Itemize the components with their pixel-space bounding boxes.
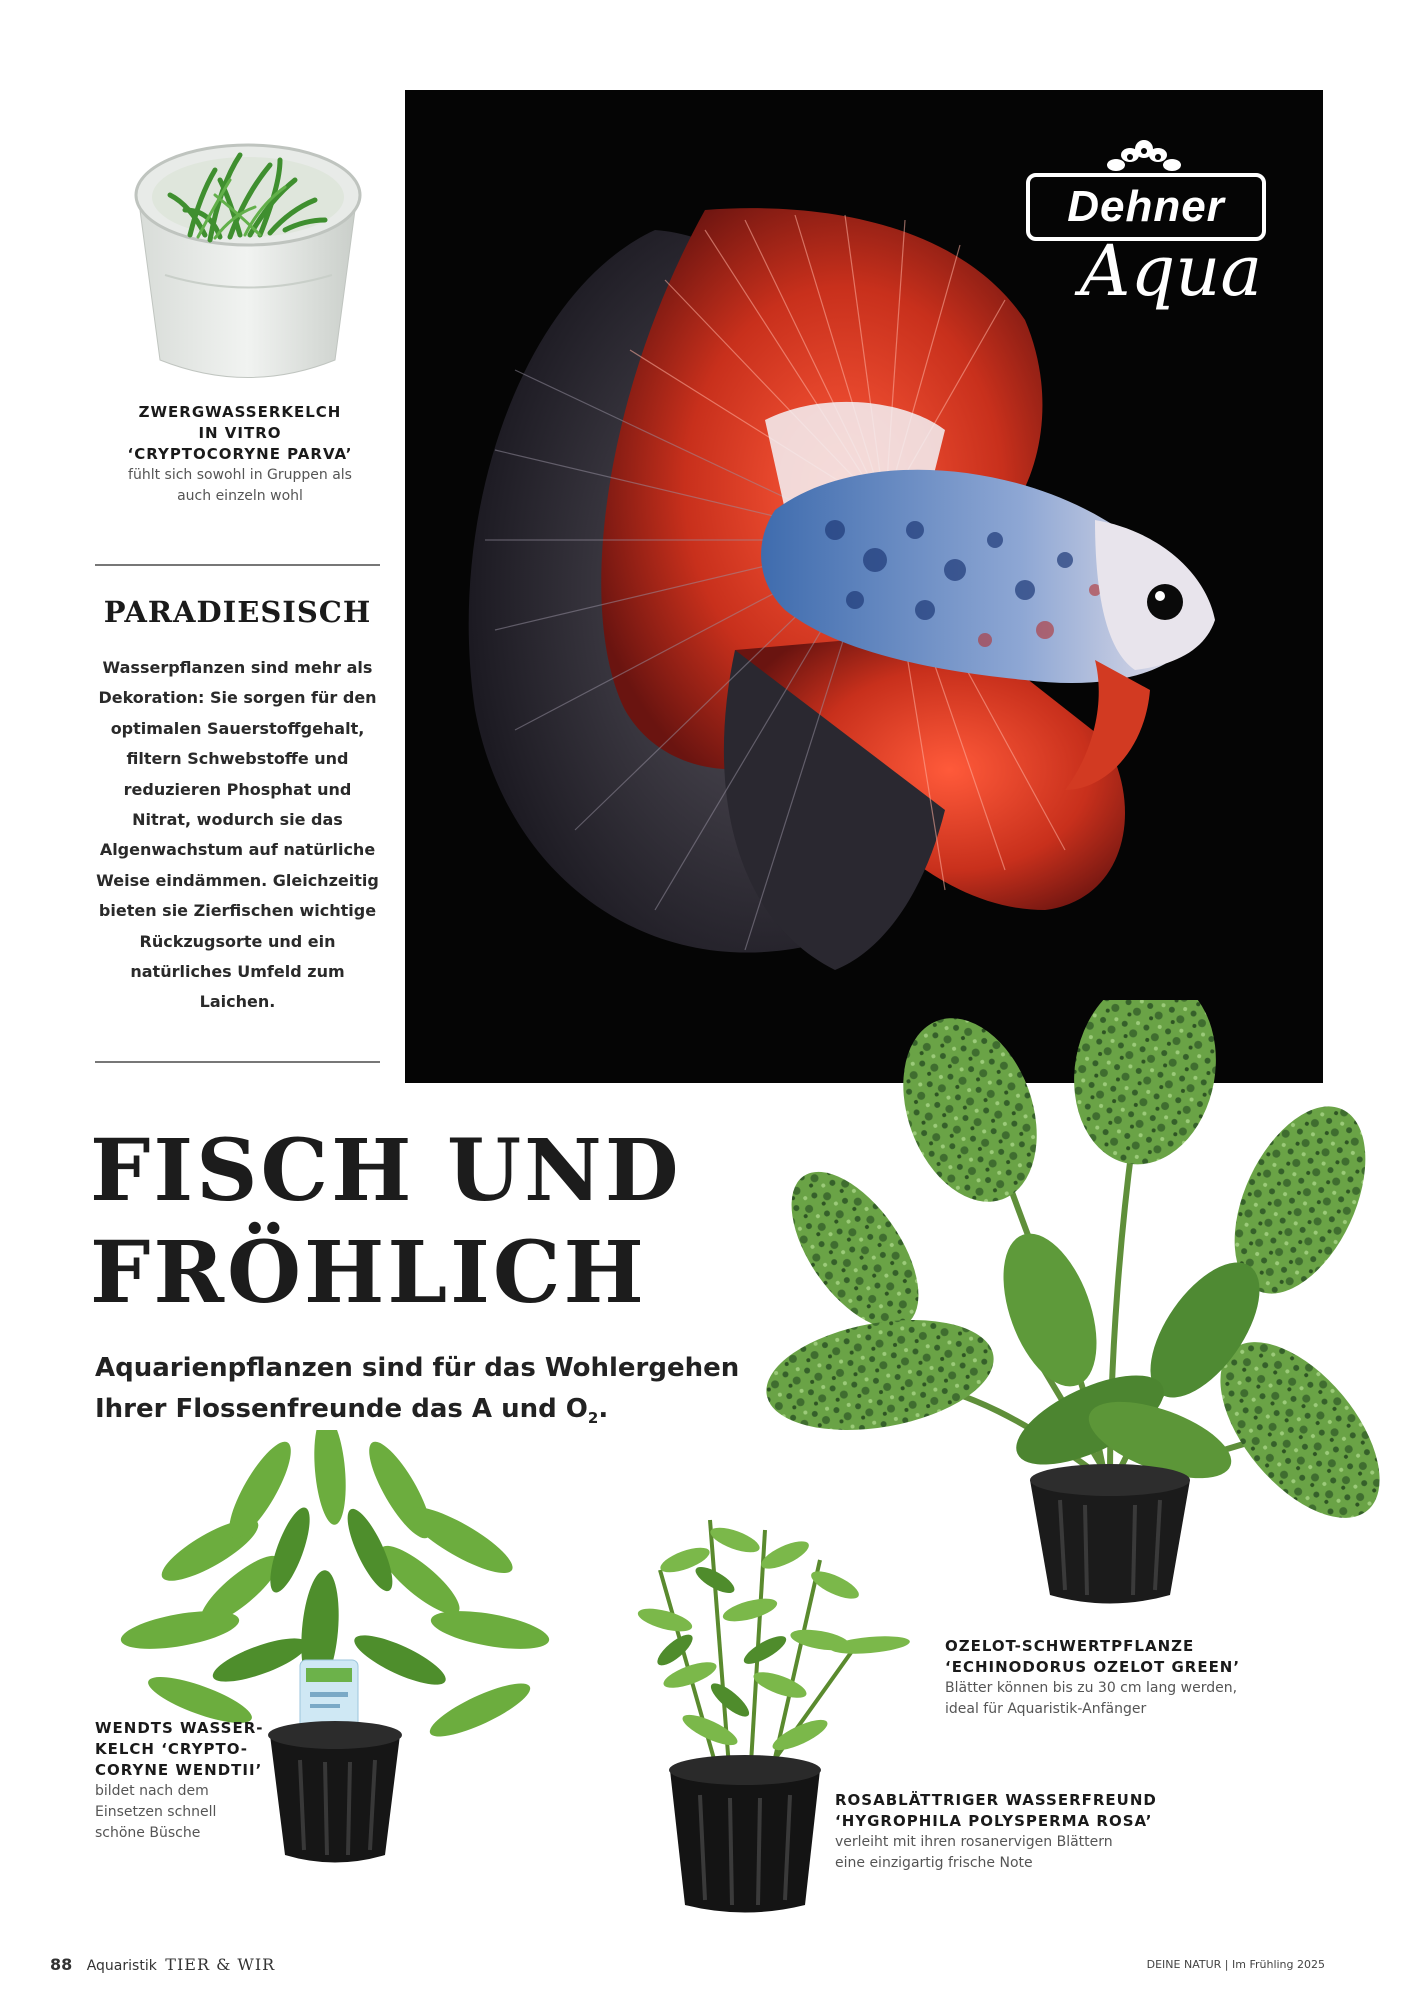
caption-title-line: CORYNE WENDTII’ [95, 1761, 263, 1779]
page-subline [95, 1348, 755, 1439]
betta-fish-photo [405, 90, 1323, 1083]
cryptocoryne-parva-cup-photo [120, 125, 375, 395]
caption-title-line: WENDTS WASSER- [95, 1719, 264, 1737]
divider [95, 564, 380, 566]
page-headline [90, 1120, 730, 1324]
subline-line: Aquarienpflanzen sind für das Wohlergehen [95, 1353, 740, 1383]
dehner-aqua-logo [1026, 135, 1281, 335]
divider [95, 1061, 380, 1063]
footer-right: DEINE NATUR | Im Frühling 2025 [1146, 1958, 1325, 1971]
footer-left [50, 1955, 275, 1974]
caption-text-line: auch einzeln wohl [177, 488, 303, 504]
caption-title-line: ‘ECHINODORUS OZELOT GREEN’ [945, 1658, 1241, 1676]
caption-ozelot [945, 1636, 1345, 1720]
subline-end: . [598, 1394, 609, 1424]
logo-brand-text: Dehner [1026, 173, 1266, 241]
caption-text-line: Blätter können bis zu 30 cm lang werden, [945, 1680, 1238, 1696]
caption-zwergwasserkelch [90, 402, 390, 507]
headline-line: FISCH UND [90, 1121, 682, 1221]
caption-title-line: ZWERGWASSERKELCH [138, 403, 342, 421]
caption-title-line: ‘CRYPTOCORYNE PARVA’ [127, 445, 353, 463]
footer-section: Aquaristik [86, 1958, 157, 1974]
caption-title-line: IN VITRO [198, 424, 282, 442]
caption-text-line: ideal für Aquaristik-Anfänger [945, 1701, 1147, 1717]
headline-line: FRÖHLICH [90, 1223, 647, 1323]
magazine-name: TIER & WIR [165, 1955, 276, 1974]
page-number: 88 [50, 1955, 73, 1974]
subline-subscript: 2 [587, 1409, 599, 1428]
caption-title-line: OZELOT-SCHWERTPFLANZE [945, 1637, 1195, 1655]
sidebar-heading: PARADIESISCH [103, 595, 372, 629]
caption-text-line: fühlt sich sowohl in Gruppen als [128, 467, 352, 483]
caption-hygrophila [835, 1790, 1255, 1874]
subline-line: Ihrer Flossenfreunde das A und O [95, 1394, 588, 1424]
caption-wendtii [95, 1718, 295, 1844]
sidebar-body-text: Wasserpflanzen sind mehr als Dekoration: Sie sorgen für den optimalen Sauerstoffgehalt, filtern Schwebstoffe und reduzieren Phosphat und Nitrat, wodurch sie das Algenwachstum auf natürliche Weise eindämmen. Gleichzeitig bieten sie Zierfischen wichtige Rückzugsorte und ein natürliches Umfeld zum Laichen. [96, 658, 379, 1012]
caption-text-line: eine einzigartig frische Note [835, 1855, 1033, 1871]
caption-text-line: Einsetzen schnell [95, 1804, 217, 1820]
caption-title-line: ‘HYGROPHILA POLYSPERMA ROSA’ [835, 1812, 1153, 1830]
caption-title-line: ROSABLÄTTRIGER WASSERFREUND [835, 1791, 1157, 1809]
caption-text-line: bildet nach dem [95, 1783, 209, 1799]
caption-title-line: KELCH ‘CRYPTO- [95, 1740, 248, 1758]
caption-text-line: verleiht mit ihren rosanervigen Blättern [835, 1834, 1113, 1850]
caption-text-line: schöne Büsche [95, 1825, 201, 1841]
logo-sub-text: Aqua [1079, 230, 1263, 312]
flower-crown-icon [1104, 135, 1184, 175]
